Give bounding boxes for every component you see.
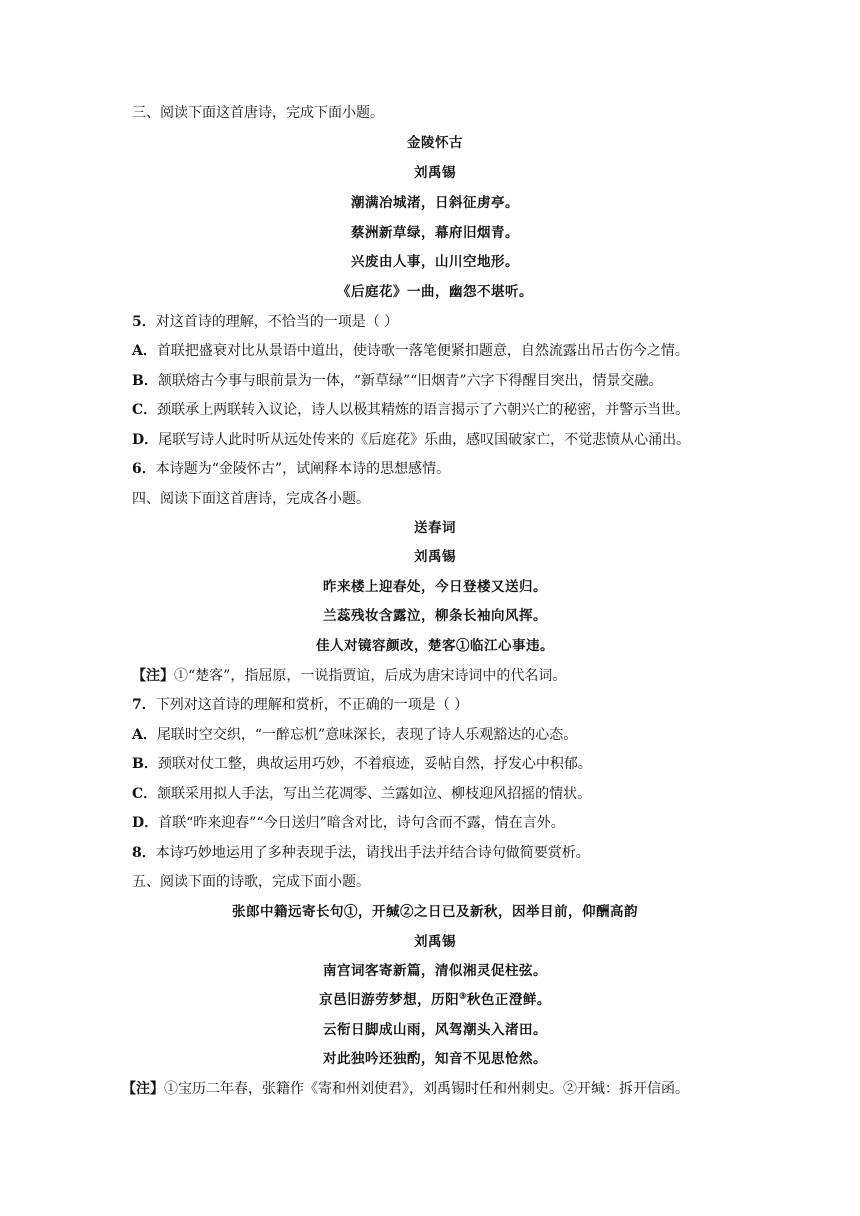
poem-1-line-3: 兴废由人事，山川空地形。 — [351, 254, 519, 270]
question-number: 6． — [132, 461, 156, 477]
footnote-marker: ③ — [459, 990, 467, 1001]
option-text: 尾联写诗人此时听从远处传来的《后庭花》乐曲，感叹国破家亡，不觉悲愤从心涌出。 — [158, 432, 691, 448]
poem-1-line-2: 蔡洲新草绿，幕府旧烟青。 — [351, 225, 519, 241]
option-text: 尾联时空交织，“一醉忘机”意味深长，表现了诗人乐观豁达的心态。 — [156, 727, 578, 743]
section-3-heading: 三、阅读下面这首唐诗，完成下面小题。 — [132, 105, 384, 121]
question-7-option-d — [132, 814, 565, 832]
option-text: 颈联对仗工整，典故运用巧妙，不着痕迹，妥帖自然，抒发心中积郁。 — [157, 756, 592, 772]
question-5 — [132, 313, 398, 331]
question-number: 7． — [132, 697, 156, 713]
question-7-option-c — [132, 785, 591, 803]
option-label: C． — [132, 402, 158, 418]
poem-2-author: 刘禹锡 — [414, 549, 456, 565]
question-5-option-b — [132, 372, 662, 390]
option-text: 首联把盛衰对比从景语中道出，使诗歌一落笔便紧扣题意，自然流露出吊古伤今之情。 — [156, 343, 689, 359]
poem-3-title: 张郎中籍远寄长句①，开缄②之日已及新秋，因举目前，仰酬高韵 — [232, 904, 638, 920]
option-label: B． — [132, 756, 158, 772]
question-7-option-a — [132, 726, 577, 744]
option-label: A． — [132, 727, 157, 743]
question-7-option-b — [132, 755, 592, 773]
note-text: ①“楚客”，指屈原，一说指贾谊，后成为唐宋诗词中的代名词。 — [174, 668, 567, 684]
question-number: 8． — [132, 845, 156, 861]
poem-3-line-3: 云衔日脚成山雨，风驾潮头入渚田。 — [323, 1022, 547, 1038]
poem-1-author: 刘禹锡 — [414, 165, 456, 181]
question-stem: 下列对这首诗的理解和赏析，不正确的一项是（ ） — [155, 697, 469, 713]
option-label: C． — [132, 786, 158, 802]
question-5-option-a — [132, 342, 689, 360]
poem-3-author: 刘禹锡 — [414, 934, 456, 950]
question-5-option-c — [132, 401, 689, 419]
poem-2-note — [132, 667, 566, 685]
question-number: 5． — [132, 314, 156, 330]
poem-1-line-1: 潮满冶城渚，日斜征虏亭。 — [351, 195, 519, 211]
poem-3-line-4: 对此独吟还独酌，知音不见思怆然。 — [323, 1051, 547, 1067]
option-text: 颔联熔古今事与眼前景为一体，“新草绿”“旧烟青”六字下得醒目突出，情景交融。 — [157, 373, 663, 389]
question-stem: 本诗题为“金陵怀古”，试阐释本诗的思想感情。 — [155, 461, 451, 477]
question-5-option-d — [132, 431, 690, 449]
poem-1-line-4: 《后庭花》一曲，幽怨不堪听。 — [337, 284, 533, 300]
question-6 — [132, 460, 450, 478]
option-text: 颈联承上两联转入议论，诗人以极其精炼的语言揭示了六朝兴亡的秘密，并警示当世。 — [157, 402, 690, 418]
poem-2-line-3: 佳人对镜容颜改，楚客①临江心事违。 — [316, 638, 554, 654]
section-5-heading: 五、阅读下面的诗歌，完成下面小题。 — [132, 874, 370, 890]
option-label: D． — [132, 432, 159, 448]
question-stem: 对这首诗的理解，不恰当的一项是（ ） — [155, 314, 399, 330]
question-stem: 本诗巧妙地运用了多种表现手法，请找出手法并结合诗句做简要赏析。 — [155, 845, 590, 861]
note-text: ①宝历二年春，张籍作《寄和州刘使君》，刘禹锡时任和州刺史。②开缄：拆开信函。 — [164, 1081, 689, 1097]
option-label: B． — [132, 373, 158, 389]
option-text: 首联“昨来迎春”“今日送归”暗含对比，诗句含而不露，情在言外。 — [158, 815, 565, 831]
note-label: 【注】 — [122, 1081, 164, 1097]
question-7 — [132, 696, 468, 714]
poem-3-line-2 — [0, 991, 860, 1009]
section-4-heading: 四、阅读下面这首唐诗，完成各小题。 — [132, 491, 370, 507]
option-text: 颔联采用拟人手法，写出兰花凋零、兰露如泣、柳枝迎风招摇的情状。 — [157, 786, 592, 802]
question-8 — [132, 844, 590, 862]
poem-2-title: 送春词 — [414, 520, 456, 536]
note-label: 【注】 — [132, 668, 174, 684]
poem-3-line-1: 南宫词客寄新篇，清似湘灵促柱弦。 — [323, 963, 547, 979]
poem-2-line-2: 兰蕊残妆含露泣，柳条长袖向风挥。 — [323, 608, 547, 624]
poem-1-title: 金陵怀古 — [407, 135, 463, 151]
poem-3-line-2-start: 京邑旧游劳梦想，历阳 — [319, 992, 460, 1008]
option-label: D． — [132, 815, 159, 831]
poem-3-note — [122, 1080, 689, 1098]
poem-3-line-2-end: 秋色正澄鲜。 — [466, 992, 551, 1008]
poem-2-line-1: 昨来楼上迎春处，今日登楼又送归。 — [323, 579, 547, 595]
option-label: A． — [132, 343, 157, 359]
